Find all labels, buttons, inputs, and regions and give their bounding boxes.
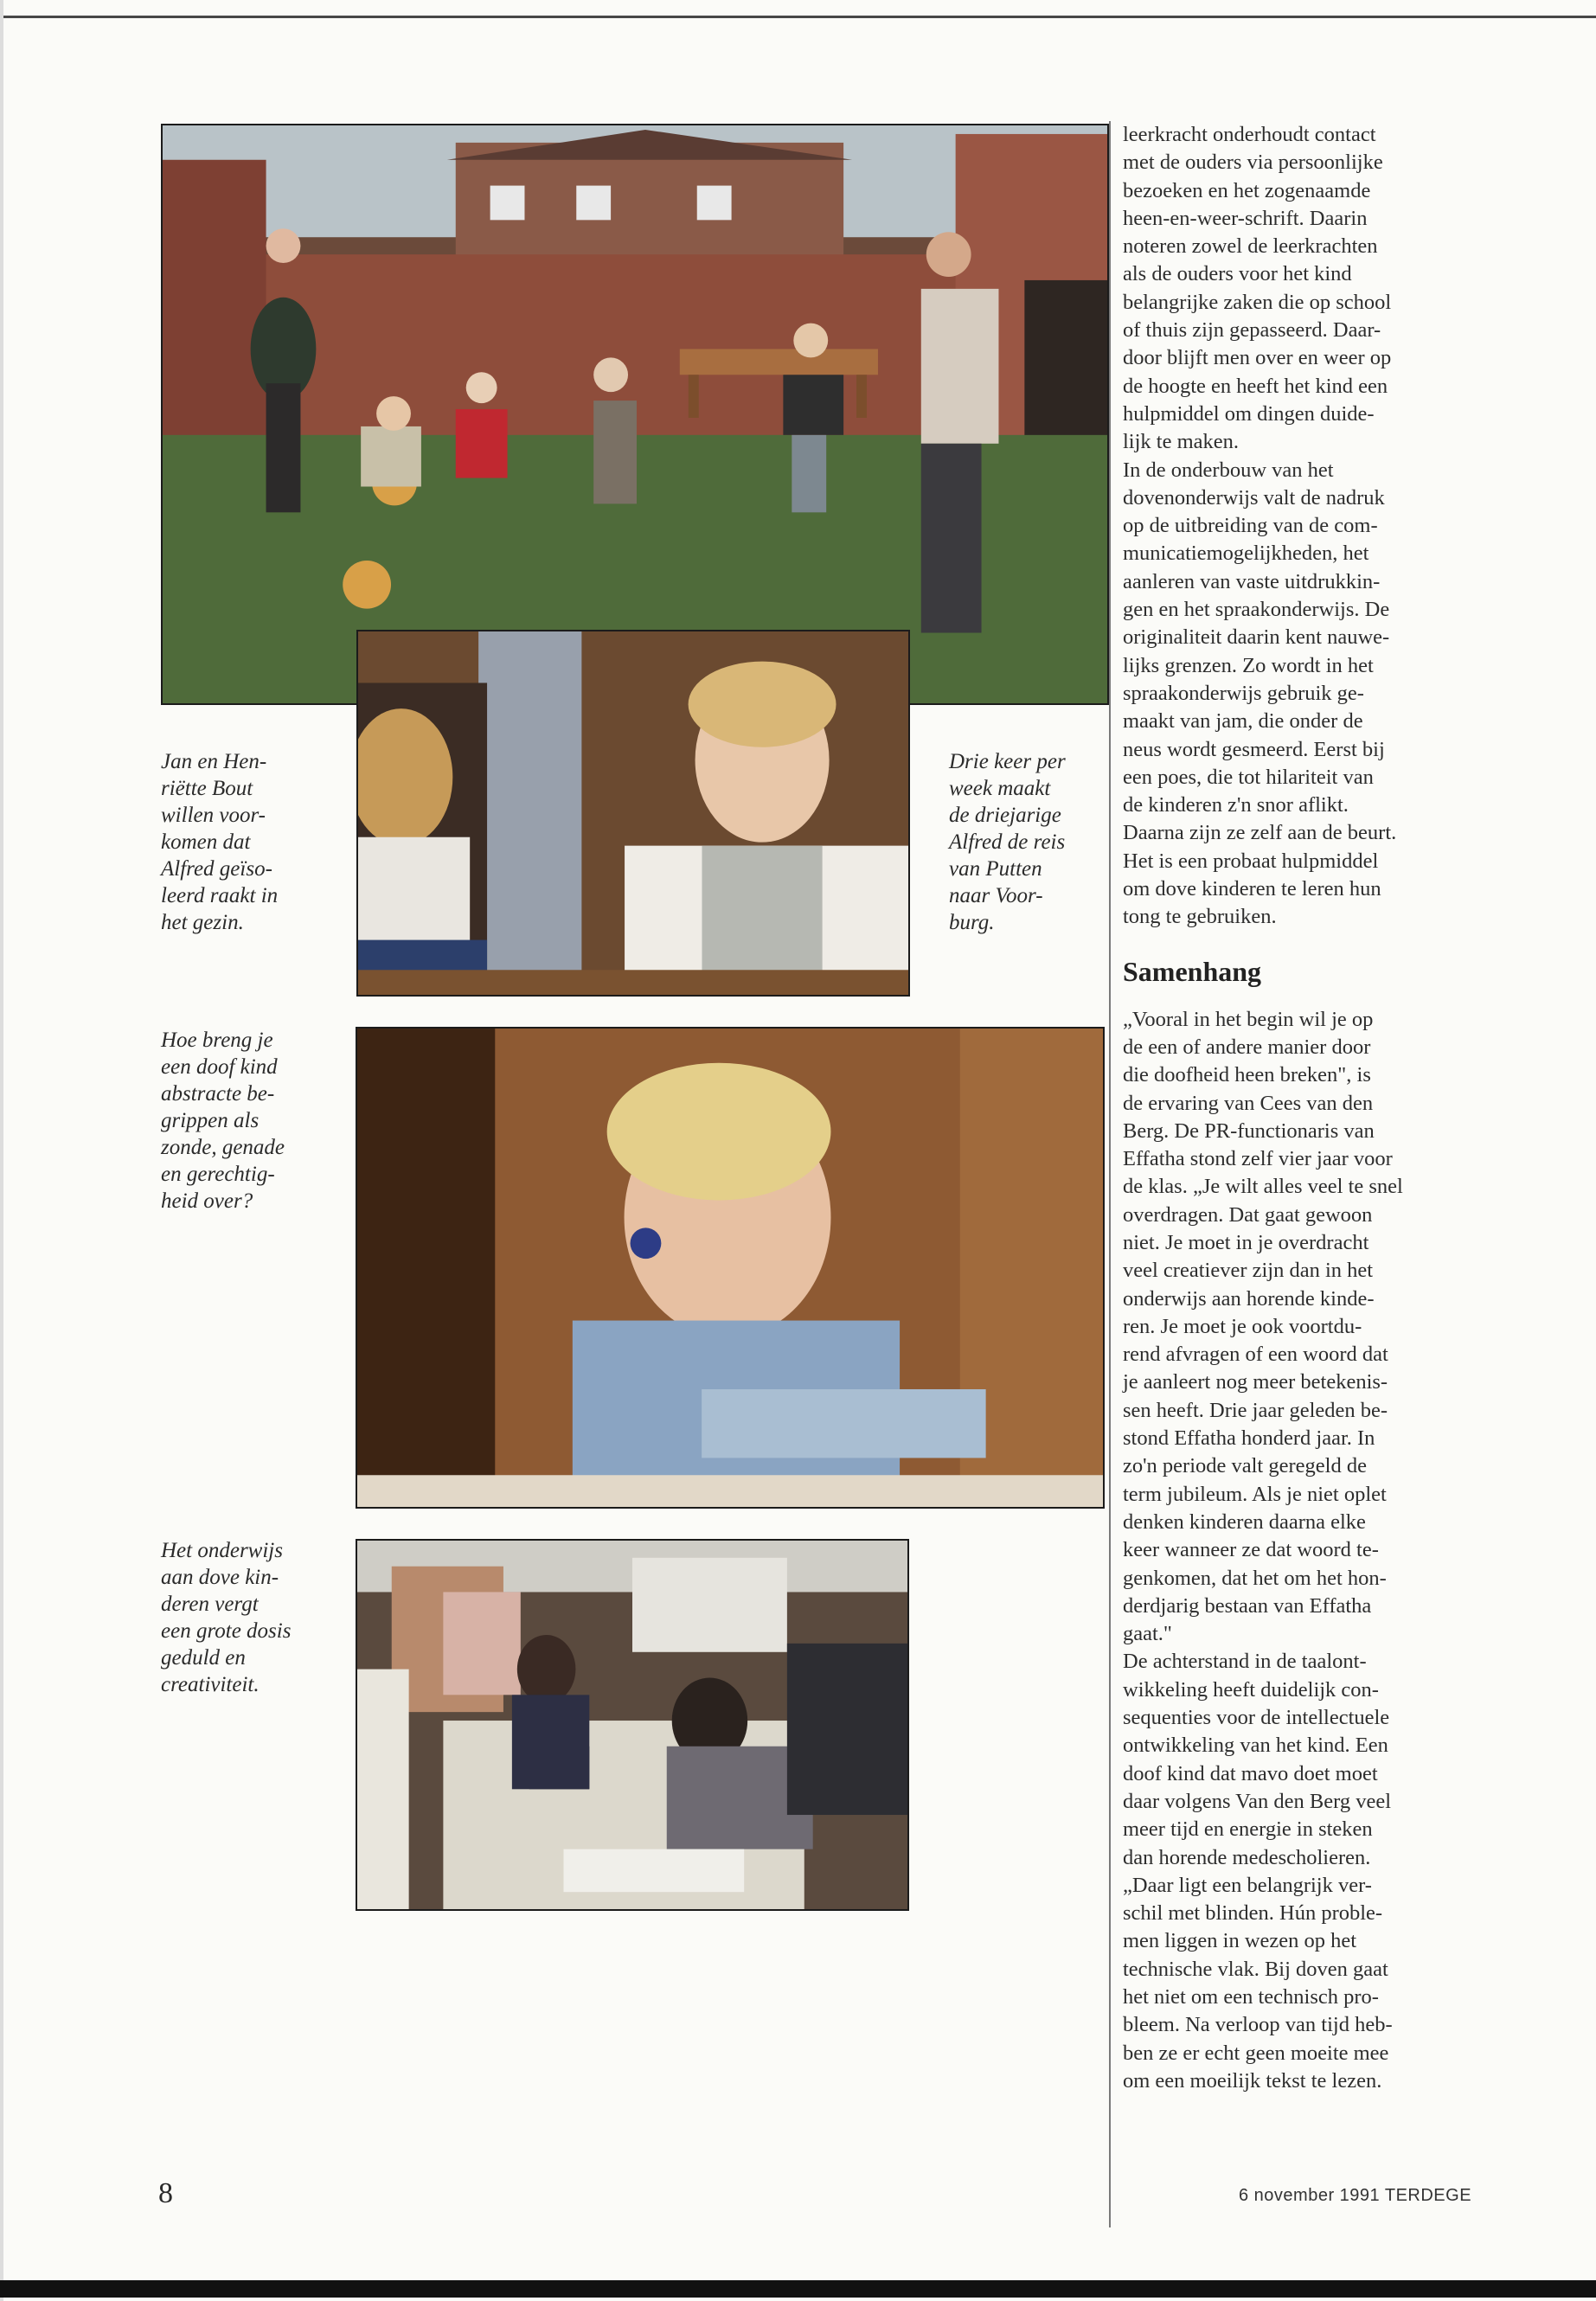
photo-classroom [356, 1539, 909, 1911]
text-line: ren. Je moet je ook voortdu- [1123, 1314, 1362, 1338]
caption-line: Alfred de reis [949, 830, 1066, 854]
text-line: rend afvragen of een woord dat [1123, 1343, 1388, 1367]
text-line: „Vooral in het begin wil je op [1123, 1007, 1374, 1031]
photo-alfred-closeup [356, 630, 910, 997]
text-line: de klas. „Je wilt alles veel te snel [1123, 1175, 1403, 1199]
text-line: Het is een probaat hulpmiddel [1123, 849, 1379, 873]
text-line: hulpmiddel om dingen duide- [1123, 401, 1375, 426]
text-line: gaat." [1123, 1622, 1172, 1646]
caption-line: Hoe breng je [161, 1029, 273, 1052]
text-line: neus wordt gesmeerd. Eerst bij [1123, 737, 1385, 761]
text-line: die doofheid heen breken", is [1123, 1063, 1371, 1087]
text-line: een poes, die tot hilariteit van [1123, 765, 1374, 789]
text-line: sequenties voor de intellectuele [1123, 1706, 1390, 1730]
text-line: maakt van jam, die onder de [1123, 709, 1363, 734]
text-line: lijks grenzen. Zo wordt in het [1123, 653, 1374, 677]
text-line: lijk te maken. [1123, 430, 1240, 454]
text-line: bezoeken en het zogenaamde [1123, 178, 1371, 202]
caption-line: aan dove kin- [161, 1566, 279, 1589]
column-rule [1109, 121, 1111, 2227]
text-line: het niet om een technisch pro- [1123, 1985, 1379, 2009]
article-column [1123, 121, 1512, 2095]
text-line: onderwijs aan horende kinde- [1123, 1286, 1375, 1311]
caption-line: een doof kind [161, 1055, 278, 1079]
text-line: men liggen in wezen op het [1123, 1929, 1357, 1953]
caption-line: Jan en Hen- [161, 750, 267, 773]
text-line: municatiemogelijkheden, het [1123, 542, 1369, 566]
text-line: sen heeft. Drie jaar geleden be- [1123, 1398, 1388, 1422]
caption-line: komen dat [161, 830, 251, 854]
text-line: tong te gebruiken. [1123, 905, 1277, 929]
text-line: om dove kinderen te leren hun [1123, 877, 1381, 901]
text-line: Daarna zijn ze zelf aan de beurt. [1123, 821, 1397, 845]
caption-line: heid over? [161, 1189, 253, 1213]
text-line: je aanleert nog meer betekenis- [1123, 1370, 1388, 1394]
caption-line: Alfred geïso- [161, 857, 272, 881]
text-line: technische vlak. Bij doven gaat [1123, 1957, 1388, 1981]
text-line: Effatha stond zelf vier jaar voor [1123, 1147, 1393, 1171]
text-line: wikkeling heeft duidelijk con- [1123, 1677, 1379, 1702]
caption-line: burg. [949, 911, 995, 934]
text-line: veel creatiever zijn dan in het [1123, 1259, 1374, 1283]
paragraph [1123, 1006, 1512, 1649]
text-line: denken kinderen daarna elke [1123, 1509, 1366, 1534]
page-number: 8 [158, 2177, 173, 2209]
top-rule [0, 16, 1596, 18]
text-line: genkomen, dat het om het hon- [1123, 1566, 1387, 1590]
caption-line: grippen als [161, 1109, 260, 1132]
footer-issue-date: 6 november 1991 TERDEGE [1239, 2186, 1472, 2205]
text-line: leerkracht onderhoudt contact [1123, 123, 1376, 146]
closeup-photo-graphic [358, 631, 908, 995]
text-line: In de onderbouw van het [1123, 458, 1334, 482]
text-line: originaliteit daarin kent nauwe- [1123, 625, 1390, 650]
text-line: de hoogte en heeft het kind een [1123, 374, 1388, 398]
caption-line: en gerechtig- [161, 1163, 275, 1186]
text-line: op de uitbreiding van de com- [1123, 514, 1378, 538]
caption-line: creativiteit. [161, 1673, 260, 1696]
caption-garden [161, 748, 278, 936]
text-line: spraakonderwijs gebruik ge- [1123, 681, 1364, 705]
text-line: derdjarig bestaan van Effatha [1123, 1593, 1372, 1618]
text-line: doof kind dat mavo doet moet [1123, 1761, 1378, 1785]
text-line: bleem. Na verloop van tijd heb- [1123, 2013, 1393, 2037]
scan-edge [0, 0, 3, 2301]
text-line: belangrijke zaken die op school [1123, 290, 1392, 314]
classroom-photo-graphic [357, 1541, 907, 1909]
text-line: door blijft men over en weer op [1123, 346, 1392, 370]
caption-line: leerd raakt in [161, 884, 279, 907]
text-line: dan horende medescholieren. [1123, 1845, 1371, 1869]
boy-photo-graphic [357, 1029, 1103, 1507]
caption-travel [949, 748, 1066, 936]
caption-line: naar Voor- [949, 884, 1043, 907]
caption-education [161, 1537, 291, 1698]
caption-line: de driejarige [949, 804, 1061, 827]
text-line: aanleren van vaste uitdrukkin- [1123, 569, 1381, 593]
caption-abstract [161, 1027, 285, 1215]
photo-garden-family [161, 124, 1109, 705]
paragraph [1123, 457, 1512, 932]
text-line: de ervaring van Cees van den [1123, 1091, 1374, 1115]
caption-line: Het onderwijs [161, 1539, 283, 1562]
caption-line: willen voor- [161, 804, 266, 827]
text-line: meer tijd en energie in steken [1123, 1817, 1373, 1842]
caption-line: zonde, genade [161, 1136, 285, 1159]
text-line: dovenonderwijs valt de nadruk [1123, 485, 1385, 510]
text-line: stond Effatha honderd jaar. In [1123, 1426, 1375, 1451]
text-line: zo'n periode valt geregeld de [1123, 1454, 1367, 1478]
photo-boy-hearing-aid [356, 1027, 1105, 1509]
text-line: De achterstand in de taalont- [1123, 1650, 1367, 1674]
text-line: keer wanneer ze dat woord te- [1123, 1538, 1379, 1562]
text-line: de een of andere manier door [1123, 1035, 1371, 1059]
paragraph [1123, 1648, 1512, 2095]
section-heading: Samenhang [1123, 955, 1262, 987]
caption-line: van Putten [949, 857, 1042, 881]
text-line: schil met blinden. Hún proble- [1123, 1901, 1383, 1926]
caption-line: riëtte Bout [161, 777, 253, 800]
caption-line: Drie keer per [949, 750, 1066, 773]
text-line: noteren zowel de leerkrachten [1123, 234, 1378, 259]
caption-line: geduld en [161, 1646, 246, 1670]
text-line: Berg. De PR-functionaris van [1123, 1118, 1375, 1143]
caption-line: een grote dosis [161, 1619, 292, 1643]
text-line: ben ze er echt geen moeite mee [1123, 2041, 1389, 2065]
text-line: de kinderen z'n snor aflikt. [1123, 793, 1349, 817]
caption-line: week maakt [949, 777, 1051, 800]
text-line: niet. Je moet in je overdracht [1123, 1230, 1369, 1254]
text-line: om een moeilijk tekst te lezen. [1123, 2068, 1382, 2093]
text-line: daar volgens Van den Berg veel [1123, 1789, 1392, 1813]
garden-photo-graphic [163, 125, 1107, 703]
text-line: term jubileum. Als je niet oplet [1123, 1482, 1387, 1506]
text-line: of thuis zijn gepasseerd. Daar- [1123, 318, 1381, 343]
caption-line: het gezin. [161, 911, 244, 934]
bottom-rule [0, 2280, 1596, 2298]
caption-line: abstracte be- [161, 1082, 275, 1106]
text-line: met de ouders via persoonlijke [1123, 151, 1383, 175]
caption-line: deren vergt [161, 1593, 259, 1616]
paragraph [1123, 121, 1512, 457]
text-line: „Daar ligt een belangrijk ver- [1123, 1873, 1372, 1897]
text-line: ontwikkeling van het kind. Een [1123, 1734, 1388, 1758]
text-line: gen en het spraakonderwijs. De [1123, 598, 1390, 622]
text-line: als de ouders voor het kind [1123, 262, 1352, 286]
text-line: overdragen. Dat gaat gewoon [1123, 1202, 1373, 1227]
text-line: heen-en-weer-schrift. Daarin [1123, 206, 1368, 230]
